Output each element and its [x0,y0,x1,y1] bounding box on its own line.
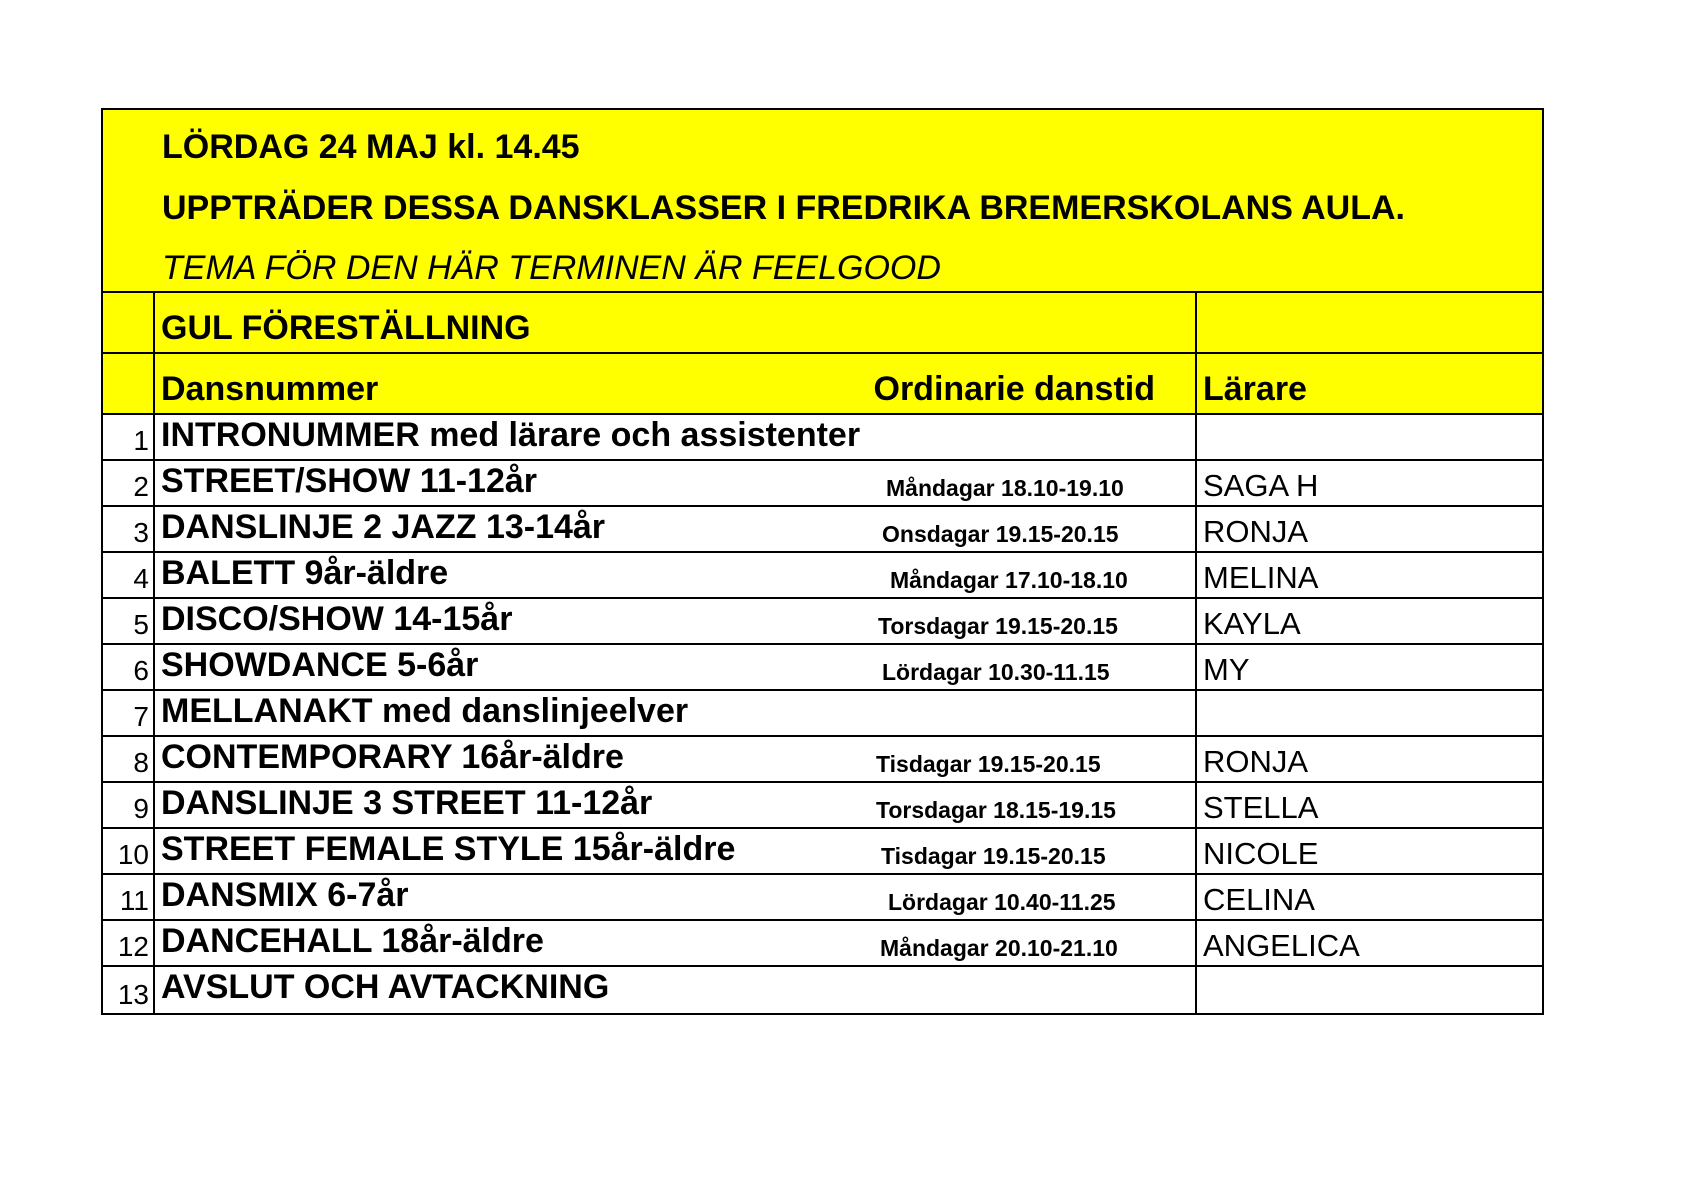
row-number: 5 [103,599,155,643]
table-row [103,645,1542,691]
dance-cell [155,507,1197,551]
teacher-cell [1197,415,1542,459]
dance-time: Lördagar 10.30-11.15 [882,659,1110,685]
column-header-teacher: Lärare [1203,370,1307,408]
dance-name: DANSMIX 6-7år [161,876,409,914]
dance-cell [155,875,1197,919]
teacher-cell [1197,783,1542,827]
teacher-name: MY [1203,652,1250,687]
teacher-cell [1197,599,1542,643]
dance-time: Tisdagar 19.15-20.15 [881,843,1106,869]
dance-cell [155,599,1197,643]
dance-name: INTRONUMMER med lärare och assistenter [161,416,861,454]
teacher-cell [1197,691,1542,735]
event-description: UPPTRÄDER DESSA DANSKLASSER I FREDRIKA BREMERSKOLANS AULA. [162,189,1405,227]
row-number: 7 [103,691,155,735]
row-number: 13 [103,967,155,1013]
teacher-name: RONJA [1203,744,1309,779]
dance-cell [155,645,1197,689]
teacher-name: CELINA [1203,882,1315,917]
dance-name: DISCO/SHOW 14-15år [161,600,513,638]
teacher-name: ANGELICA [1203,928,1360,963]
dance-time: Torsdagar 18.15-19.15 [876,797,1116,823]
dance-name: AVSLUT OCH AVTACKNING [161,968,610,1006]
column-header-dance: Dansnummer [161,370,379,408]
empty-cell [1197,293,1542,352]
dance-name: DANSLINJE 3 STREET 11-12år [161,784,653,822]
dance-cell [155,737,1197,781]
show-title-cell [155,293,1197,352]
dance-cell [155,829,1197,873]
teacher-cell [1197,921,1542,965]
table-row [103,967,1542,1013]
empty-cell [103,293,155,352]
dance-cell [155,967,1197,1013]
teacher-name: NICOLE [1203,836,1319,871]
column-header-row [103,354,1542,415]
row-number: 11 [103,875,155,919]
row-number: 9 [103,783,155,827]
dance-time: Torsdagar 19.15-20.15 [878,613,1118,639]
dance-name: STREET FEMALE STYLE 15år-äldre [161,830,736,868]
teacher-cell [1197,507,1542,551]
dance-time: Onsdagar 19.15-20.15 [882,521,1119,547]
table-row [103,461,1542,507]
row-number: 12 [103,921,155,965]
dance-name: CONTEMPORARY 16år-äldre [161,738,624,776]
table-row [103,737,1542,783]
dance-cell [155,921,1197,965]
teacher-cell [1197,829,1542,873]
dance-time: Måndagar 18.10-19.10 [886,475,1124,501]
header-banner [103,110,1542,293]
teacher-cell [1197,645,1542,689]
dance-name: SHOWDANCE 5-6år [161,646,479,684]
row-number: 4 [103,553,155,597]
dance-time: Måndagar 20.10-21.10 [880,935,1118,961]
header-cell-dance [155,354,1197,413]
table-row [103,599,1542,645]
teacher-name: MELINA [1203,560,1319,595]
dance-name: DANCEHALL 18år-äldre [161,922,544,960]
table-row [103,507,1542,553]
row-number: 2 [103,461,155,505]
table-row [103,415,1542,461]
dance-cell [155,691,1197,735]
event-theme: TEMA FÖR DEN HÄR TERMINEN ÄR FEELGOOD [162,249,941,287]
header-cell-teacher [1197,354,1542,413]
teacher-cell [1197,461,1542,505]
dance-time: Måndagar 17.10-18.10 [890,567,1128,593]
dance-cell [155,553,1197,597]
dance-name: DANSLINJE 2 JAZZ 13-14år [161,508,606,546]
row-number: 3 [103,507,155,551]
dance-cell [155,461,1197,505]
teacher-name: STELLA [1203,790,1319,825]
dance-name: MELLANAKT med danslinjeelver [161,692,689,730]
event-date: LÖRDAG 24 MAJ kl. 14.45 [162,128,580,166]
show-title-row [103,293,1542,354]
dance-name: STREET/SHOW 11-12år [161,462,538,500]
table-row [103,875,1542,921]
table-row [103,783,1542,829]
teacher-name: KAYLA [1203,606,1301,641]
column-header-time: Ordinarie danstid [873,370,1155,408]
row-number: 10 [103,829,155,873]
dance-time: Lördagar 10.40-11.25 [888,889,1116,915]
teacher-name: SAGA H [1203,468,1319,503]
empty-cell [103,354,155,413]
dance-cell [155,783,1197,827]
teacher-cell [1197,553,1542,597]
show-title: GUL FÖRESTÄLLNING [161,309,531,347]
schedule-table [101,108,1544,1015]
table-row [103,553,1542,599]
row-number: 6 [103,645,155,689]
dance-cell [155,415,1197,459]
teacher-name: RONJA [1203,514,1309,549]
table-row [103,691,1542,737]
table-row [103,829,1542,875]
row-number: 8 [103,737,155,781]
dance-name: BALETT 9år-äldre [161,554,449,592]
teacher-cell [1197,967,1542,1013]
table-row [103,921,1542,967]
teacher-cell [1197,875,1542,919]
teacher-cell [1197,737,1542,781]
dance-time: Tisdagar 19.15-20.15 [876,751,1101,777]
row-number: 1 [103,415,155,459]
